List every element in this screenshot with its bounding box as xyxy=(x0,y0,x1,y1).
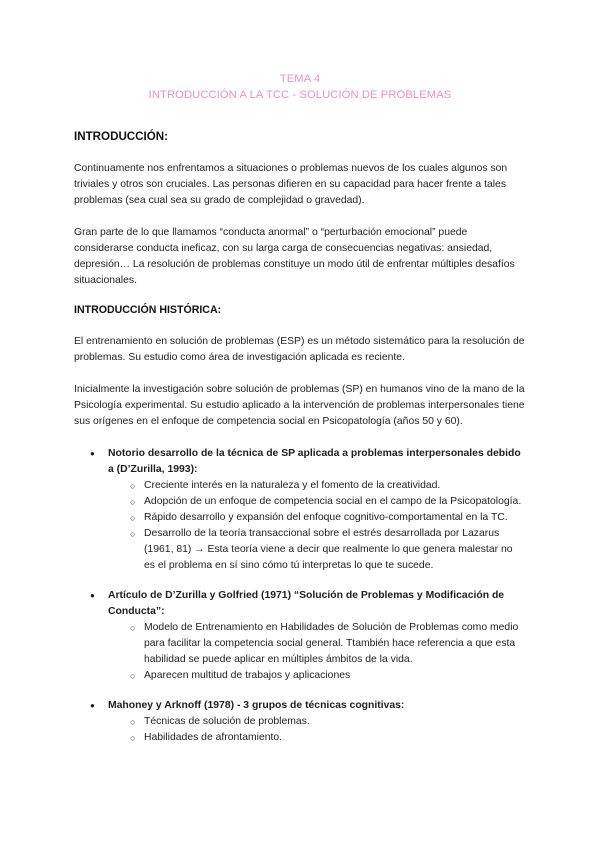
intro-heading: INTRODUCCIÓN: xyxy=(74,130,169,143)
bullet-title: ● Artículo de D’Zurilla y Golfried (1971) “Solución de Problemas y Modificación de Conducta”: xyxy=(108,590,505,617)
sub-bullet-item: ○ Adopción de un enfoque de competencia social en el campo de la Psicopatología. xyxy=(108,494,526,510)
document-header xyxy=(74,71,526,103)
sub-bullet-item: ○ Técnicas de solución de problemas. xyxy=(108,714,526,730)
sub-bullet-item: ○ Aparecen multitud de trabajos y aplicaciones xyxy=(108,668,526,684)
intro-paragraph-1: Continuamente nos enfrentamos a situaciones o problemas nuevos de los cuales algunos son triviales y otros son cruciales. Las personas difieren en su capacidad para hacer frente a tales problemas (sea cual sea su grado de complejidad o gravedad). xyxy=(74,163,508,206)
sub-bullet-list xyxy=(108,714,526,746)
bullet-item xyxy=(74,588,526,684)
document-title: INTRODUCCIÓN A LA TCC - SOLUCIÓN DE PROBLEMAS xyxy=(148,89,452,101)
history-paragraph-1: El entrenamiento en solución de problemas (ESP) es un método sistemático para la resolución de problemas. Su estudio como área de investigación aplicada es reciente. xyxy=(74,336,525,363)
sub-bullet-item: ○ Modelo de Entrenamiento en Habilidades de Solución de Problemas como medio para facilitar la competencia social general. Ttambién hace referencia a que esta habilidad se puede aplicar en múltiples ámbitos de la vida. xyxy=(108,620,526,668)
sub-bullet-item: ○ Habilidades de afrontamiento. xyxy=(108,730,526,746)
topic-number: TEMA 4 xyxy=(279,73,321,85)
bullet-title: ● Notorio desarrollo de la técnica de SP aplicada a problemas interpersonales debido a (D’Zurilla, 1993): xyxy=(108,448,521,475)
bullet-item xyxy=(74,698,526,746)
bullet-item xyxy=(74,446,526,574)
sub-bullet-item: ○ Creciente interés en la naturaleza y el fomento de la creatividad. xyxy=(108,478,526,494)
sub-bullet-item: ○ Desarrollo de la teoría transaccional sobre el estrés desarrollada por Lazarus (1961, 81) → Esta teoría viene a decir que realmente lo que genera malestar no es el problema en sí sino cómo tú interpretas lo que te sucede. xyxy=(108,526,526,574)
sub-bullet-item: ○ Rápido desarrollo y expansión del enfoque cognitivo-comportamental en la TC. xyxy=(108,510,526,526)
intro-paragraph-2: Gran parte de lo que llamamos “conducta anormal” o “perturbación emocional” puede considerarse conducta ineficaz, con su larga carga de consecuencias negativas: ansiedad, depresión… La resolución de problemas constituye un modo útil de enfrentar múltiples desafíos situacionales. xyxy=(74,227,515,286)
sub-bullet-list xyxy=(108,478,526,574)
history-bullet-list xyxy=(74,446,526,746)
history-paragraph-2: Inicialmente la investigación sobre solución de problemas (SP) en humanos vino de la mano de la Psicología experimental. Su estudio aplicado a la intervención de problemas interpersonales tiene sus orígenes en el enfoque de competencia social en Psicopatología (años 50 y 60). xyxy=(74,384,525,427)
history-heading: INTRODUCCIÓN HISTÓRICA: xyxy=(74,304,222,316)
bullet-title: ● Mahoney y Arknoff (1978) - 3 grupos de técnicas cognitivas: xyxy=(108,700,405,711)
sub-bullet-list xyxy=(108,620,526,684)
